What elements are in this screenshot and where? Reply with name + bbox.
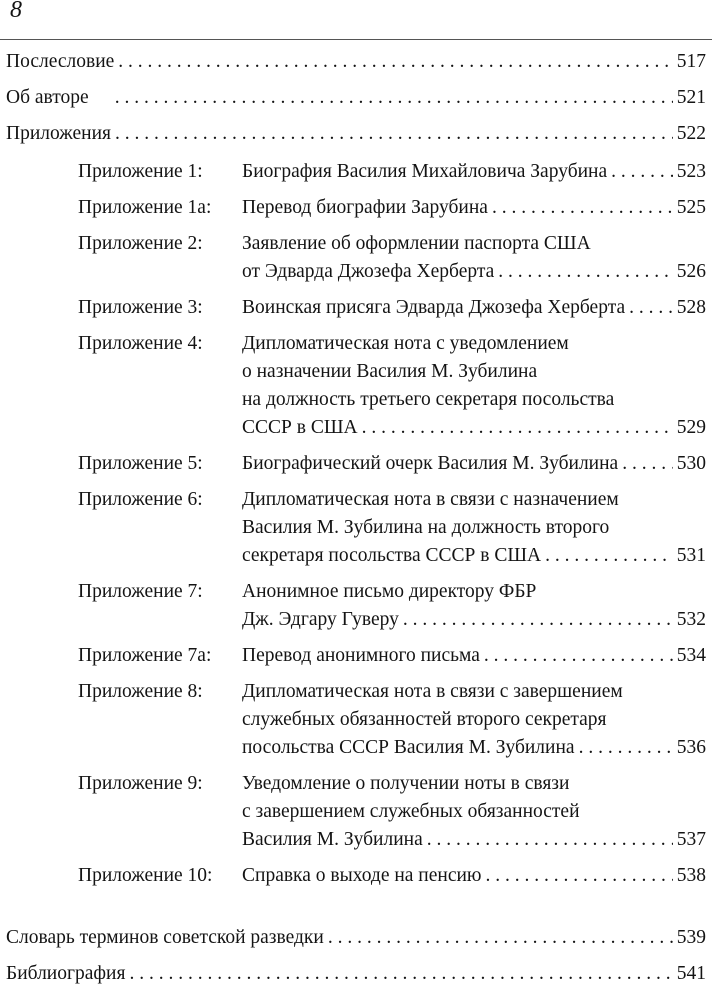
dot-leader [545, 542, 673, 570]
appendix-title-line: Биографический очерк Василия М. Зубилина [242, 453, 619, 474]
appendix-page: 537 [676, 829, 706, 850]
appendix-entry-5[interactable] [0, 450, 712, 478]
toc-entry-about-author[interactable] [0, 84, 712, 112]
table-of-contents [0, 48, 712, 988]
toc-entry-afterword[interactable] [0, 48, 712, 76]
dot-leader [362, 414, 673, 442]
appendix-title-line: секретаря посольства СССР в США [242, 545, 542, 566]
appendix-title-line: служебных обязанностей второго секретаря [242, 709, 607, 730]
appendix-title-line: Василия М. Зубилина [242, 829, 423, 850]
dot-leader [115, 120, 673, 148]
dot-leader [492, 194, 673, 222]
appendix-page: 528 [676, 297, 706, 318]
dot-leader [611, 158, 673, 186]
dot-leader [622, 450, 673, 478]
appendix-page: 532 [676, 609, 706, 630]
appendix-title-line: посольства СССР Василия М. Зубилина [242, 737, 575, 758]
dot-leader [427, 826, 673, 854]
page-number: 8 [10, 0, 22, 23]
toc-entry-page: 539 [676, 927, 706, 948]
appendix-title-line: Биография Василия Михайловича Зарубина [242, 161, 608, 182]
dot-leader [498, 258, 672, 286]
appendix-title-line: Дипломатическая нота с уведомлением [242, 333, 569, 354]
appendix-title-line: Справка о выходе на пенсию [242, 865, 482, 886]
appendix-label: Приложение 9: [78, 773, 203, 794]
appendix-page: 536 [676, 737, 706, 758]
appendix-entry-8[interactable] [0, 678, 712, 762]
appendix-title-line: от Эдварда Джозефа Херберта [242, 261, 495, 282]
appendix-page: 526 [676, 261, 706, 282]
appendix-label: Приложение 4: [78, 333, 203, 354]
appendix-title-line: Дипломатическая нота в связи с завершением [242, 681, 623, 702]
appendix-page: 538 [676, 865, 706, 886]
appendix-entry-1a[interactable] [0, 194, 712, 222]
dot-leader [486, 862, 673, 890]
toc-entry-title: Приложения [6, 123, 111, 144]
appendix-entry-10[interactable] [0, 862, 712, 890]
dot-leader [129, 960, 672, 988]
appendix-label: Приложение 8: [78, 681, 203, 702]
toc-entry-page: 541 [676, 963, 706, 984]
appendix-page: 530 [676, 453, 706, 474]
dot-leader [403, 606, 673, 634]
toc-entry-page: 522 [676, 123, 706, 144]
appendix-page: 525 [676, 197, 706, 218]
appendix-title-line: Дж. Эдгару Гуверу [242, 609, 399, 630]
toc-entry-appendices[interactable] [0, 120, 712, 148]
appendix-title-line: СССР в США [242, 417, 358, 438]
appendix-label: Приложение 5: [78, 453, 203, 474]
appendix-entry-3[interactable] [0, 294, 712, 322]
appendix-label: Приложение 1: [78, 161, 203, 182]
appendix-label: Приложение 7а: [78, 645, 212, 666]
appendix-entry-6[interactable] [0, 486, 712, 570]
appendix-title-line: Заявление об оформлении паспорта США [242, 233, 591, 254]
appendix-entry-1[interactable] [0, 158, 712, 186]
appendix-title-line: с завершением служебных обязанностей [242, 801, 580, 822]
appendix-title-line: Дипломатическая нота в связи с назначением [242, 489, 619, 510]
appendix-label: Приложение 10: [78, 865, 213, 886]
appendix-label: Приложение 6: [78, 489, 203, 510]
appendix-entry-2[interactable] [0, 230, 712, 286]
header-rule [0, 39, 712, 40]
appendix-label: Приложение 7: [78, 581, 203, 602]
appendix-entry-9[interactable] [0, 770, 712, 854]
appendix-page: 529 [676, 417, 706, 438]
appendix-title-line: Анонимное письмо директору ФБР [242, 581, 537, 602]
dot-leader [115, 84, 673, 112]
toc-entry-title: Об авторе [6, 87, 89, 108]
appendix-title-line: Перевод анонимного письма [242, 645, 480, 666]
appendix-entry-7a[interactable] [0, 642, 712, 670]
toc-entry-glossary[interactable] [0, 924, 712, 952]
appendix-page: 534 [676, 645, 706, 666]
dot-leader [328, 924, 673, 952]
dot-leader [118, 48, 672, 76]
toc-entry-bibliography[interactable] [0, 960, 712, 988]
appendix-title-line: на должность третьего секретаря посольства [242, 389, 615, 410]
toc-entry-title: Послесловие [6, 51, 115, 72]
dot-leader [484, 642, 673, 670]
appendix-title-line: о назначении Василия М. Зубилина [242, 361, 538, 382]
appendix-title-line: Воинская присяга Эдварда Джозефа Херберта [242, 297, 626, 318]
appendix-page: 531 [676, 545, 706, 566]
toc-entry-title: Словарь терминов советской разведки [6, 927, 324, 948]
appendix-entry-7[interactable] [0, 578, 712, 634]
toc-entry-page: 521 [676, 87, 706, 108]
appendix-entry-4[interactable] [0, 330, 712, 442]
appendix-label: Приложение 3: [78, 297, 203, 318]
appendix-page: 523 [676, 161, 706, 182]
appendix-title-line: Уведомление о получении ноты в связи [242, 773, 570, 794]
appendix-label: Приложение 2: [78, 233, 203, 254]
appendix-title-line: Перевод биографии Зарубина [242, 197, 488, 218]
appendix-label: Приложение 1а: [78, 197, 212, 218]
toc-entry-page: 517 [676, 51, 706, 72]
toc-entry-title: Библиография [6, 963, 126, 984]
appendix-title-line: Василия М. Зубилина на должность второго [242, 517, 610, 538]
dot-leader [629, 294, 673, 322]
dot-leader [579, 734, 673, 762]
